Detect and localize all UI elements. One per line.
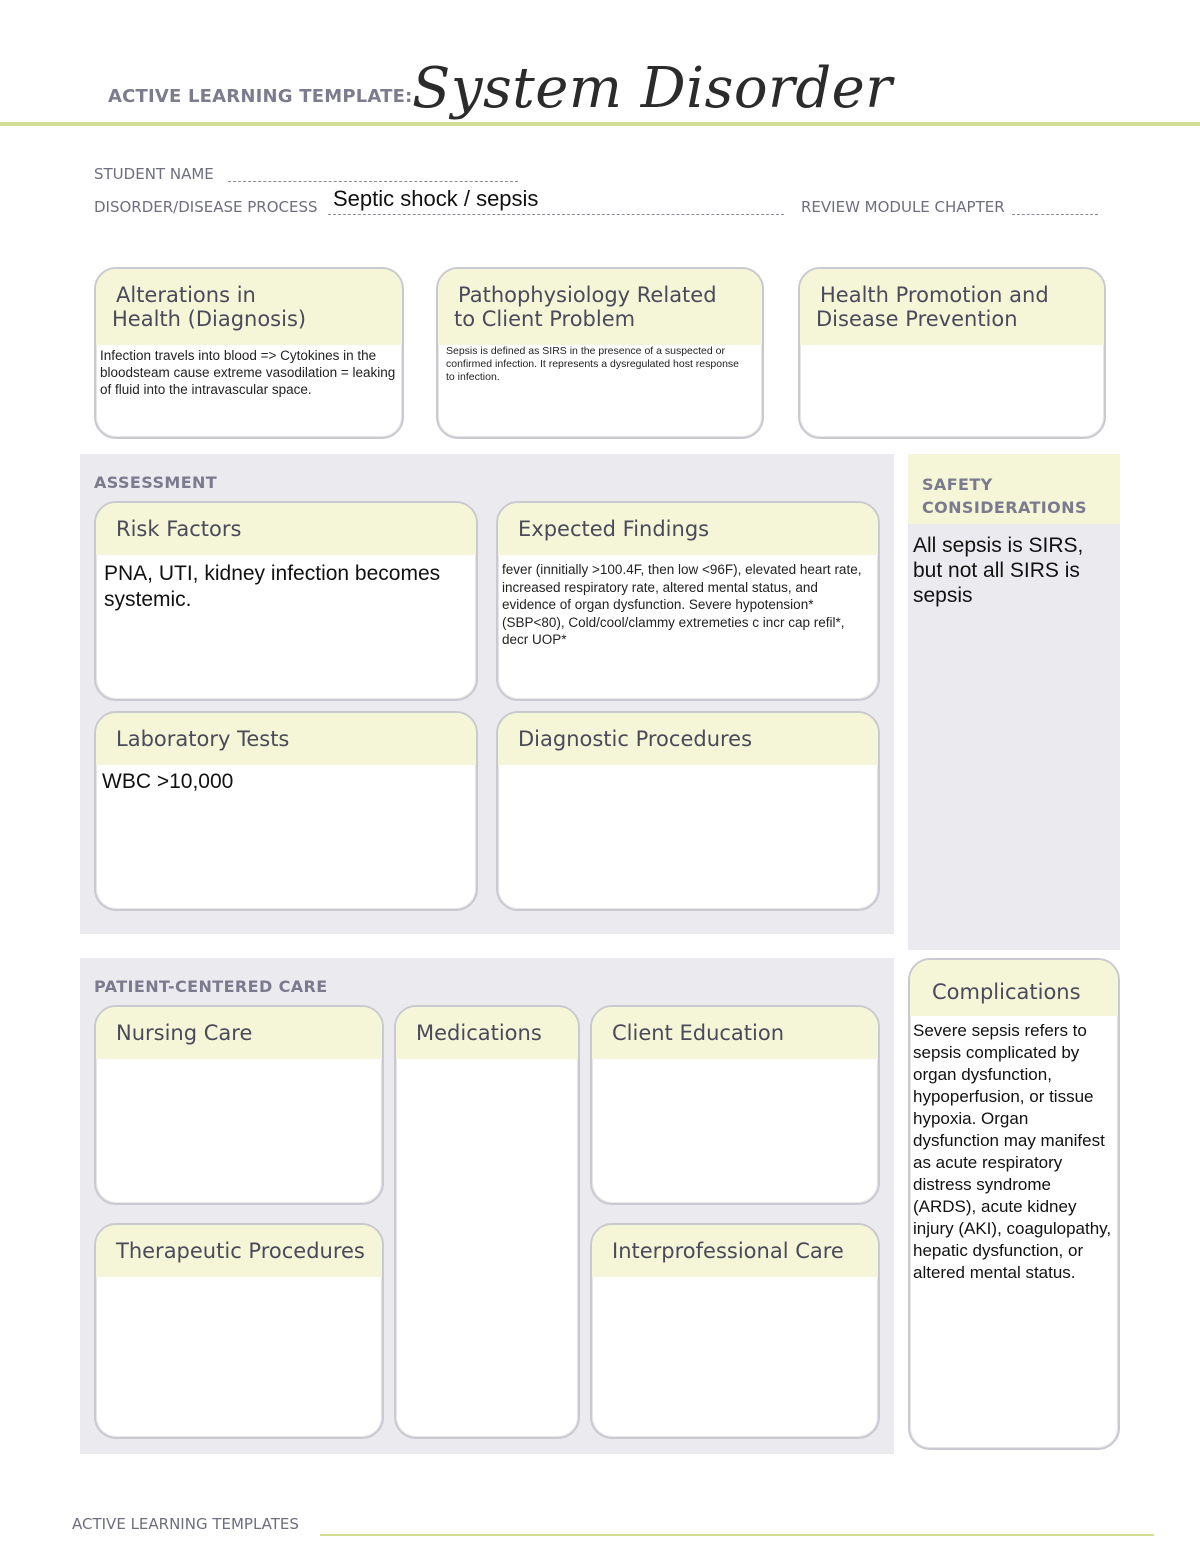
student-name-label: STUDENT NAME — [94, 165, 214, 183]
nursing-care-text[interactable] — [96, 1059, 382, 1067]
health-promotion-box — [798, 267, 1106, 439]
laboratory-tests-header: Laboratory Tests — [96, 713, 476, 765]
expected-findings-box — [496, 501, 880, 701]
review-module-label: REVIEW MODULE CHAPTER — [801, 198, 1005, 216]
health-promotion-header — [800, 269, 1104, 345]
header-divider — [0, 122, 1200, 126]
therapeutic-procedures-header: Therapeutic Procedures — [96, 1225, 382, 1277]
patient-care-title: PATIENT-CENTERED CARE — [94, 977, 328, 996]
risk-factors-header: Risk Factors — [96, 503, 476, 555]
interprofessional-care-header: Interprofessional Care — [592, 1225, 878, 1277]
therapeutic-procedures-text[interactable] — [96, 1277, 382, 1285]
laboratory-tests-text[interactable]: WBC >10,000 — [102, 770, 234, 793]
pathophysiology-header — [438, 269, 762, 345]
medications-box — [394, 1005, 580, 1439]
diagnostic-procedures-header: Diagnostic Procedures — [498, 713, 878, 765]
assessment-title: ASSESSMENT — [94, 473, 218, 492]
safety-text[interactable]: All sepsis is SIRS, but not all SIRS is sepsis — [913, 534, 1084, 607]
pathophysiology-title-line1: Pathophysiology Related — [458, 283, 717, 307]
alterations-title-line2: Health (Diagnosis) — [112, 307, 307, 331]
disorder-field[interactable] — [328, 214, 784, 215]
health-promotion-text[interactable] — [800, 345, 1104, 353]
safety-title-line1: SAFETY — [922, 475, 993, 494]
nursing-care-box — [94, 1005, 384, 1205]
risk-factors-box — [94, 501, 478, 701]
footer-label: ACTIVE LEARNING TEMPLATES — [72, 1515, 299, 1533]
disorder-value[interactable]: Septic shock / sepsis — [333, 186, 539, 211]
expected-findings-text[interactable]: fever (innitially >100.4F, then low <96F), elevated heart rate, increased respiratory rate, altered mental status, and evidence of organ dysfunction. Severe hypotension* (SBP<80), Cold/cool/clammy extremeties c incr cap refil*, decr UOP* — [502, 562, 862, 647]
complications-header: Complications — [910, 960, 1118, 1016]
health-promotion-title-line2: Disease Prevention — [816, 307, 1018, 331]
interprofessional-care-text[interactable] — [592, 1277, 878, 1285]
alterations-title-line1: Alterations in — [116, 283, 256, 307]
client-education-header: Client Education — [592, 1007, 878, 1059]
safety-title-line2: CONSIDERATIONS — [922, 498, 1087, 517]
student-name-field[interactable] — [228, 181, 518, 182]
laboratory-tests-box — [94, 711, 478, 911]
nursing-care-header: Nursing Care — [96, 1007, 382, 1059]
pathophysiology-text[interactable]: Sepsis is defined as SIRS in the presence of a suspected or confirmed infection. It represents a dysregulated host response to infection. — [446, 345, 739, 383]
client-education-text[interactable] — [592, 1059, 878, 1067]
diagnostic-procedures-box — [496, 711, 880, 911]
alterations-text[interactable]: Infection travels into blood => Cytokines in the bloodsteam cause extreme vasodilation = leaking of fluid into the intravascular space. — [100, 348, 396, 397]
health-promotion-title-line1: Health Promotion and — [820, 283, 1049, 307]
safety-panel — [908, 454, 1120, 950]
alterations-in-health-box — [94, 267, 404, 439]
footer-divider — [320, 1534, 1154, 1536]
alterations-in-health-header — [96, 269, 402, 345]
medications-text[interactable] — [396, 1059, 578, 1067]
diagnostic-procedures-text[interactable] — [498, 765, 878, 773]
complications-text[interactable]: Severe sepsis refers to sepsis complicated by organ dysfunction, hypoperfusion, or tissue hypoxia. Organ dysfunction may manifest as acute respiratory distress syndrome (ARDS), acute kidney injury (AKI), coagulopathy, hepatic dysfunction, or altered mental status. — [913, 1021, 1112, 1282]
medications-header: Medications — [396, 1007, 578, 1059]
client-education-box — [590, 1005, 880, 1205]
template-title: System Disorder — [412, 56, 893, 121]
expected-findings-header: Expected Findings — [498, 503, 878, 555]
pathophysiology-title-line2: to Client Problem — [454, 307, 636, 331]
therapeutic-procedures-box — [94, 1223, 384, 1439]
pathophysiology-box — [436, 267, 764, 439]
risk-factors-text[interactable]: PNA, UTI, kidney infection becomes systemic. — [104, 562, 441, 611]
review-module-field[interactable] — [1012, 214, 1098, 215]
interprofessional-care-box — [590, 1223, 880, 1439]
disorder-label: DISORDER/DISEASE PROCESS — [94, 198, 318, 216]
safety-title — [922, 473, 1087, 519]
complications-box — [908, 958, 1120, 1450]
template-label: ACTIVE LEARNING TEMPLATE: — [108, 86, 413, 107]
